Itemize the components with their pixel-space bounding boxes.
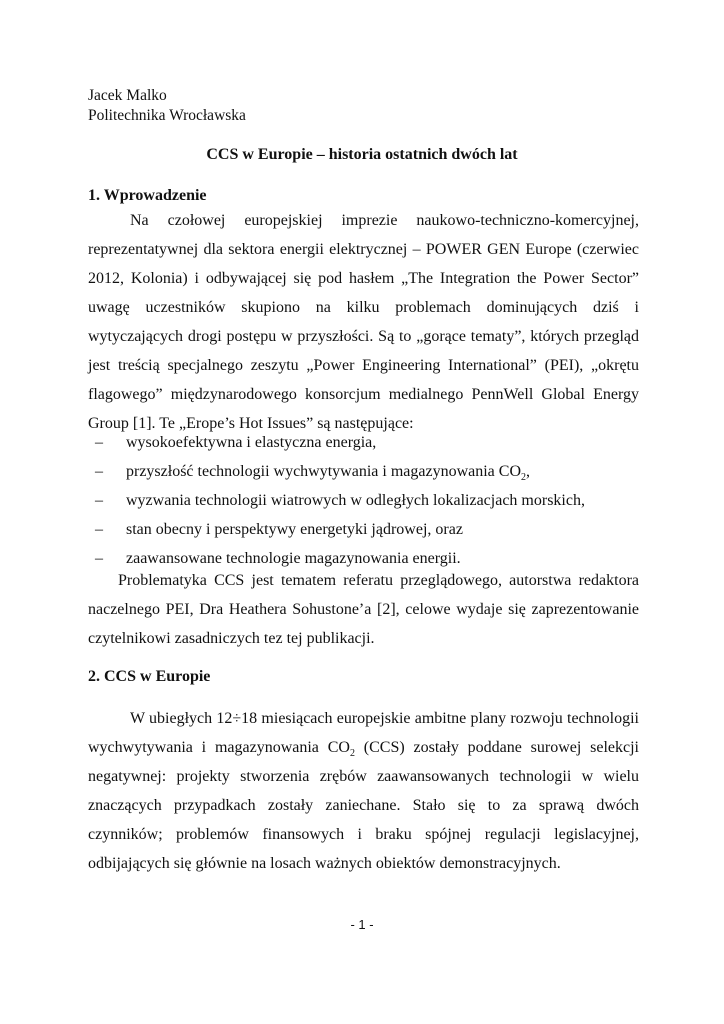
list-item-punctuation: , <box>526 463 530 480</box>
list-item-text: zaawansowane technologie magazynowania energii. <box>126 550 461 567</box>
dash-bullet: – <box>95 492 103 509</box>
section-1-heading: 1. Wprowadzenie <box>88 187 207 204</box>
list-item-text: stan obecny i perspektywy energetyki jądrowej, oraz <box>126 521 463 538</box>
subscript: 2 <box>349 748 355 760</box>
section-1-intro-paragraph: Na czołowej europejskiej imprezie naukowo-techniczno-komercyjnej, reprezentatywnej dla sektora energii elektrycznej – POWER GEN Europe (czerwiec 2012, Kolonia) i odbywającej się pod hasłem „The Integration the Power Sector” uwagę uczestników skupiono na kilku problemach dominujących dziś i wytyczających drogi postępu w przyszłości. Są to „gorące tematy”, których przegląd jest treścią specjalnego zeszytu „Power Engineering International” (PEI), „okrętu flagowego” międzynarodowego konsorcjum medialnego PennWell Global Energy Group [1]. Te „Erope’s Hot Issues” są następujące: <box>88 212 639 432</box>
hot-issues-list <box>88 428 648 573</box>
author-affiliation: Politechnika Wrocławska <box>88 107 246 124</box>
section-2-paragraph <box>88 704 639 878</box>
list-item-text: wyzwania technologii wiatrowych w odległych lokalizacjach morskich, <box>126 492 585 509</box>
page-number: - 1 - <box>350 917 374 932</box>
section-1-closing-paragraph: Problematyka CCS jest tematem referatu przeglądowego, autorstwa redaktora naczelnego PEI, Dra Heathera Sohustone’a [2], celowe wydaje się zaprezentowanie czytelnikowi zasadniczych tez tej publikacji. <box>88 572 639 647</box>
dash-bullet: – <box>95 463 103 480</box>
document-title: CCS w Europie – historia ostatnich dwóch lat <box>206 146 518 163</box>
author-name: Jacek Malko <box>88 87 167 104</box>
subscript: 2 <box>521 472 526 484</box>
dash-bullet: – <box>95 550 103 567</box>
list-item <box>88 486 648 515</box>
list-item <box>88 457 648 486</box>
author-block <box>88 86 246 126</box>
dash-bullet: – <box>95 434 103 451</box>
list-item-text: wysokoefektywna i elastyczna energia, <box>126 434 377 451</box>
list-item <box>88 428 648 457</box>
list-item <box>88 515 648 544</box>
list-item-text: przyszłość technologii wychwytywania i magazynowania CO <box>126 463 521 480</box>
section-2-text-part1: W ubiegłych 12÷18 miesiącach europejskie ambitne plany rozwoju technologii wychwytywania i magazynowania CO <box>88 710 639 756</box>
dash-bullet: – <box>95 521 103 538</box>
section-2-text-part2: (CCS) zostały poddane surowej selekcji negatywnej: projekty stworzenia zrębów zaawansowanych technologii w wielu znaczących przypadkach zostały zaniechane. Stało się to za sprawą dwóch czynników; problemów finansowych i braku spójnej regulacji legislacyjnej, odbijających się głównie na losach ważnych obiektów demonstracyjnych. <box>88 739 639 872</box>
section-2-heading: 2. CCS w Europie <box>88 668 211 685</box>
